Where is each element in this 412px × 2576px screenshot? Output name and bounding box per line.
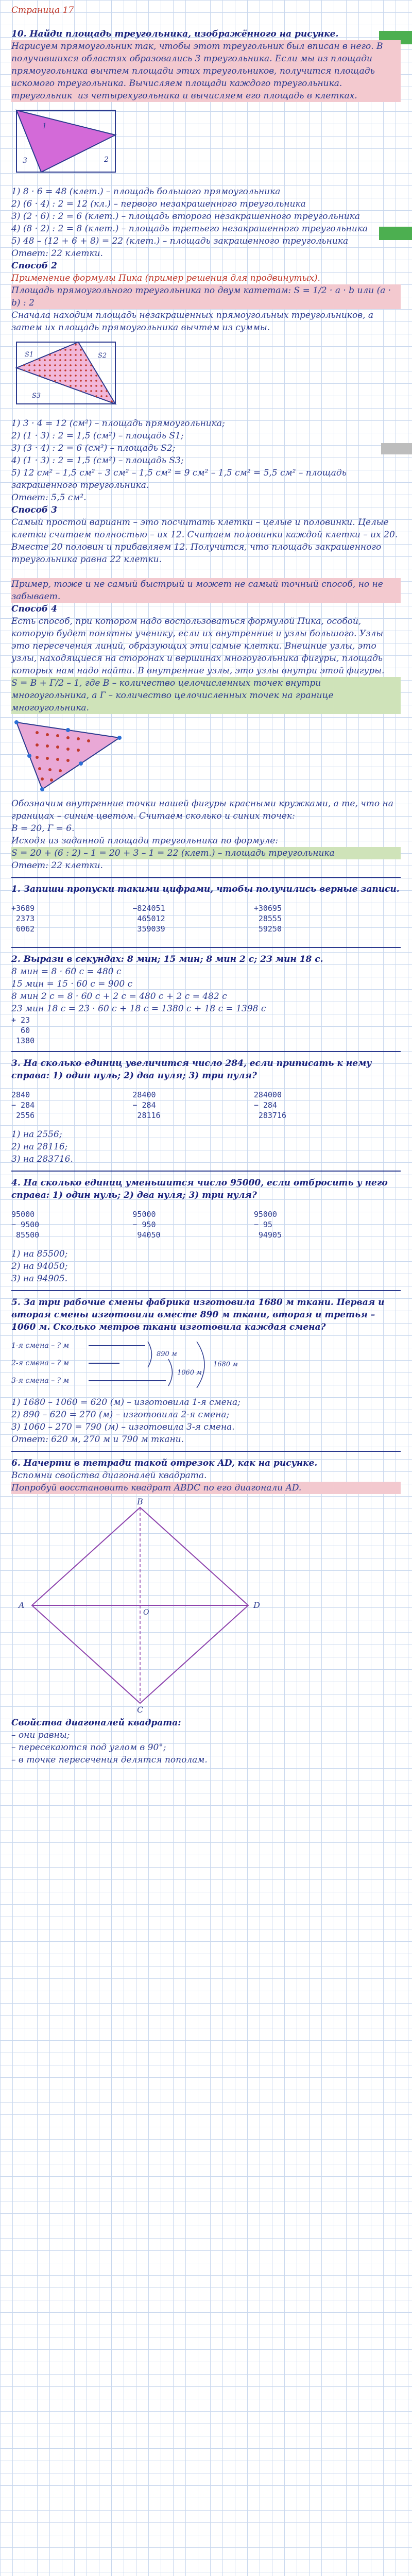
prop-3: – в точке пересечения делятся пополам. (11, 1755, 208, 1765)
calc-text: S = 20 + (6 : 2) – 1 = 20 + 3 – 1 = 22 (клет.) – площадь треугольника (11, 847, 401, 859)
method3-title: Способ 3 (11, 505, 57, 515)
method4-text3: Исходя из заданной площади треугольника по формуле: (11, 836, 279, 846)
method2-heading: Применение формулы Пика (пример решения для продвинутых). (11, 273, 320, 283)
method2-title: Способ 2 (11, 261, 57, 271)
method2-answer: Ответ: 5,5 см². (11, 493, 87, 503)
task3-title: 3. На сколько единиц увеличится число 284, если приписать к нему справа: 1) один нуль; 2) два нуля; 3) три нуля? (11, 1058, 372, 1081)
method4-text2: Обозначим внутренние точки нашей фигуры красными кружками, а те, что на границах – синим цветом. Считаем сколько и синих точек: (11, 799, 393, 821)
fig1-label-2: 2 (104, 156, 109, 164)
method2-text2: Сначала находим площадь незакрашенных прямоугольных треугольников, а затем их площадь прямоугольника вычтем из суммы. (11, 310, 374, 333)
label-b: B (137, 1497, 143, 1506)
fig1-label-3: 3 (23, 157, 27, 165)
triangle-figure-3 (11, 717, 130, 794)
task5-title: 5. За три рабочие смены фабрика изготовила 1680 м ткани. Первая и вторая смены изготовили вместе 890 м ткани, вторая и третья – 1060 м. Сколько метров ткани изготовила каждая смена? (11, 1297, 385, 1332)
props-title: Свойства диагоналей квадрата: (11, 1718, 181, 1728)
scheme-shift-1: 1-я смена – ? м (11, 1342, 70, 1350)
task3-line-3: 3) на 283716. (11, 1154, 73, 1164)
answer-text: Ответ: 22 клетки. (11, 860, 103, 871)
task4-col-1: 95000 − 9500 85500 (11, 1210, 40, 1240)
method2-line-4: 4) (1 · 3) : 2 = 1,5 (см²) – площадь S3; (11, 455, 184, 466)
task1-col-2: −824051 465012 359039 (132, 904, 165, 934)
label-c: C (137, 1705, 144, 1714)
square-figure (11, 1497, 401, 1714)
task4-col-2: 95000 − 950 94050 (132, 1210, 161, 1240)
task3-col-1: 2840 − 284 2556 (11, 1090, 35, 1120)
task1-col-3: +30695 28555 59250 (253, 904, 282, 934)
task4-title: 4. На сколько единиц уменьшится число 95000, если отбросить у него справа: 1) один нуль; 2) два нуля; 3) три нуля? (11, 1178, 388, 1200)
prop-1: – они равны; (11, 1730, 70, 1740)
page-label: Страница 17 (11, 5, 74, 15)
task6-text-2: Попробуй восстановить квадрат ABDC по его диагонали AD. (11, 1482, 401, 1494)
task2-line-1: 8 мин = 8 · 60 с = 480 с (11, 967, 122, 977)
task2-line-4: 23 мин 18 с = 23 · 60 с + 18 с = 1380 с + 18 с = 1398 с (11, 1004, 266, 1014)
task4-col-3: 95000 − 95 94905 (253, 1210, 282, 1240)
note-text: Пример, тоже и не самый быстрый и может не самый точный способ, но не забывает. (11, 578, 401, 603)
figure-1 (11, 105, 401, 182)
triangle-figure-1 (11, 105, 125, 182)
label-o: O (143, 1608, 149, 1617)
task5-scheme (11, 1336, 401, 1393)
formula-text: S = В + Г/2 – 1, где В – количество целочисленных точек внутри многоугольника, а Г – количество целочисленных точек на границе многоугольника. (11, 677, 401, 714)
task4-line-3: 3) на 94905. (11, 1274, 68, 1284)
task3-columns (11, 1082, 401, 1128)
fig2-label-s2: S2 (98, 352, 107, 360)
figure-3 (11, 717, 401, 794)
task2-title: 2. Вырази в секундах: 8 мин; 15 мин; 8 мин 2 с; 23 мин 18 с. (11, 954, 323, 964)
task3-col-3: 284000 − 284 283716 (253, 1090, 287, 1120)
figure-2 (11, 337, 401, 414)
task6-text-1: Вспомни свойства диагоналей квадрата. (11, 1470, 207, 1481)
scheme-total-3: 1680 м (213, 1361, 238, 1368)
method2-line-3: 3) (3 · 4) : 2 = 6 (см²) – площадь S2; (11, 443, 176, 453)
fig1-label-1: 1 (42, 122, 47, 130)
prop-2: – пересекаются под углом в 90°; (11, 1742, 166, 1753)
method2-line-2: 2) (1 · 3) : 2 = 1,5 (см²) – площадь S1; (11, 431, 184, 441)
task5-line-1: 1) 1680 – 1060 = 620 (м) – изготовила 1-я смена; (11, 1397, 241, 1408)
task2-line-2: 15 мин = 15 · 60 с = 900 с (11, 979, 133, 989)
task10-line-1: 1) 8 · 6 = 48 (клет.) – площадь большого прямоугольника (11, 187, 281, 197)
task10-title: 10. Найди площадь треугольника, изображённого на рисунке. (11, 29, 339, 39)
method3-text: Самый простой вариант – это посчитать клетки – целые и половинки. Целые клетки считаем полностью – их 12. Считаем половинки каждой клетки – их 20. Вместе 20 половин и прибавляем 12. Получится, что площадь закрашенного треугольника равна 22 клетки. (11, 517, 398, 565)
method4-text: Есть способ, при котором надо воспользоваться формулой Пика, особой, которую будет понятны ученику, если их внутренние и узлы большого. Узлы это пересечения линий, образующих эти самые клетки. Внешние узлы, это узлы, находящиеся на сторонах и вершинах многоугольника фигуры, площадь которых нам надо найти. В внутренние узлы, это узлы внутри этой фигуры. (11, 616, 385, 676)
method2-line-5: 5) 12 см² – 1,5 см² – 3 см² – 1,5 см² = 9 см² – 1,5 см² = 5,5 см² – площадь закрашенного треугольника. (11, 468, 347, 490)
scheme-shift-2: 2-я смена – ? м (11, 1359, 70, 1367)
task10-line-6: Ответ: 22 клетки. (11, 248, 103, 259)
task1-col-1: +3689 2373 6062 (11, 904, 35, 934)
task2-line-3: 8 мин 2 с = 8 · 60 с + 2 с = 480 с + 2 с = 482 с (11, 991, 227, 1002)
page-content (11, 28, 401, 1766)
task5-line-3: 3) 1060 – 270 = 790 (м) – изготовила 3-я смена. (11, 1422, 235, 1432)
task10-line-5: 5) 48 – (12 + 6 + 8) = 22 (клет.) – площадь закрашенного треугольника (11, 236, 349, 246)
task3-col-2: 28400 − 284 28116 (132, 1090, 161, 1120)
task3-line-2: 2) на 28116; (11, 1142, 68, 1152)
task3-line-1: 1) на 2556; (11, 1129, 62, 1140)
square-diagonal-figure (11, 1497, 269, 1714)
fig2-label-s3: S3 (32, 392, 41, 400)
task10-intro: Нарисуем прямоугольник так, чтобы этот треугольник был вписан в него. В получившихся областях образовались 3 треугольника. Если мы из площади прямоугольника вычтем площади этих треугольников, получится площадь искомого треугольника. Вычисляем площади каждого треугольника. треугольник ​ из четырехугольника и вычисляем его площадь в клетках. (11, 40, 401, 102)
segment-scheme (11, 1336, 300, 1393)
task10-line-3: 3) (2 · 6) : 2 = 6 (клет.) – площадь второго незакрашенного треугольника (11, 211, 360, 222)
task4-columns (11, 1201, 401, 1248)
task10-line-4: 4) (8 · 2) : 2 = 8 (клет.) – площадь третьего незакрашенного треугольника (11, 224, 368, 234)
method4-title: Способ 4 (11, 604, 57, 614)
scheme-total-2: 1060 м (177, 1369, 202, 1377)
task1-columns (11, 895, 401, 942)
method2-text: Площадь прямоугольного треугольника по двум катетам: S = 1/2 · a · b или (a · b) : 2 (11, 284, 401, 309)
counts-text: В = 20, Г = 6. (11, 823, 75, 834)
task4-line-1: 1) на 85500; (11, 1249, 68, 1259)
label-d: D (253, 1600, 260, 1610)
task5-line-2: 2) 890 – 620 = 270 (м) – изготовила 2-я смена; (11, 1410, 230, 1420)
task5-answer: Ответ: 620 м, 270 м и 790 м ткани. (11, 1434, 184, 1445)
task4-line-2: 2) на 94050; (11, 1261, 68, 1272)
label-a: A (19, 1600, 25, 1610)
task2-extra: + 23 60 1380 (11, 1015, 35, 1045)
scheme-total-1: 890 м (157, 1350, 177, 1358)
fig2-label-s1: S1 (25, 351, 34, 359)
task6-title: 6. Начерти в тетради такой отрезок AD, как на рисунке. (11, 1458, 318, 1468)
task10-line-2: 2) (6 · 4) : 2 = 12 (кл.) – первого незакрашенного треугольника (11, 199, 306, 209)
method2-line-1: 1) 3 · 4 = 12 (см²) – площадь прямоугольника; (11, 418, 225, 429)
task1-title: 1. Запиши пропуски такими цифрами, чтобы получились верные записи. (11, 884, 400, 894)
scheme-shift-3: 3-я смена – ? м (11, 1377, 70, 1385)
triangle-figure-2 (11, 337, 125, 414)
